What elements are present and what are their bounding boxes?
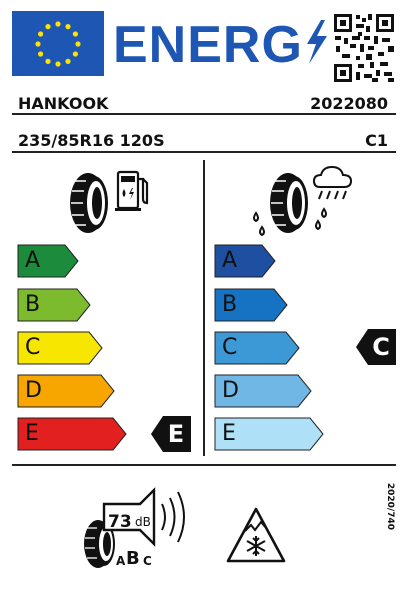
eu-flag [12, 11, 104, 76]
divider [12, 113, 396, 115]
eu-stars-icon [12, 11, 104, 76]
qr-code [332, 12, 396, 84]
noise-class-c: C [143, 554, 152, 568]
brand-name: HANKOOK [18, 94, 109, 113]
column-divider [203, 160, 205, 456]
rain-cloud-icon [314, 167, 351, 199]
fuel-efficiency-rating-letter: E [167, 420, 185, 448]
wet-grip-bar-label: A [222, 248, 238, 273]
wet-grip-bar-label: B [222, 292, 238, 317]
fuel-efficiency-bar-label: A [25, 248, 41, 273]
fuel-pump-icon [115, 172, 147, 211]
wet-grip-tyre-icon [250, 165, 360, 237]
tyre-size: 235/85R16 120S [18, 131, 165, 150]
fuel-efficiency-tyre-icon [60, 167, 155, 237]
snowflake-mountain-icon [225, 506, 287, 564]
noise-value: 73 [108, 512, 132, 532]
energy-label-title: ENERG [113, 14, 329, 76]
model-number: 2022080 [310, 94, 388, 113]
fuel-efficiency-bar-label: C [25, 335, 41, 360]
wet-grip-rating-letter: C [372, 333, 390, 361]
fuel-efficiency-bar-label: E [25, 421, 39, 446]
wet-grip-bar-label: C [222, 335, 238, 360]
divider [12, 151, 396, 153]
wet-grip-bar-label: E [222, 421, 236, 446]
wet-grip-rating-indicator [356, 329, 396, 365]
tyre-class: C1 [365, 131, 388, 150]
fuel-efficiency-rating-indicator [151, 416, 191, 452]
regulation-number: 2020/740 [385, 482, 395, 530]
fuel-efficiency-bar-label: D [25, 378, 42, 403]
wet-grip-bar-label: D [222, 378, 239, 403]
noise-class-b: B [126, 548, 140, 569]
noise-class-a: A [116, 554, 126, 568]
lightning-icon [303, 20, 329, 64]
noise-unit: dB [135, 515, 151, 529]
fuel-efficiency-bar-label: B [25, 292, 41, 317]
divider [12, 464, 396, 466]
